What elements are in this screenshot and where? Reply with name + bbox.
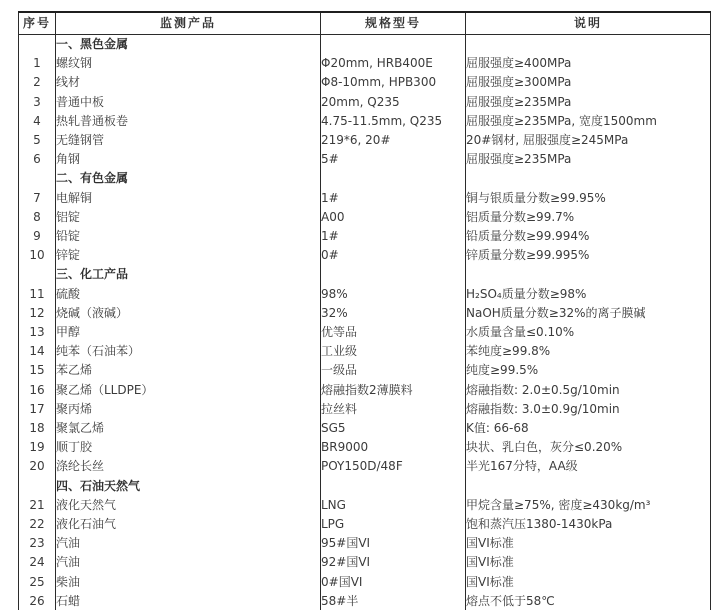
product-name: 纯苯（石油苯） bbox=[56, 342, 321, 361]
row-index: 9 bbox=[19, 227, 56, 246]
table-row bbox=[19, 419, 711, 438]
row-index: 10 bbox=[19, 246, 56, 265]
product-name: 涤纶长丝 bbox=[56, 457, 321, 476]
table-row bbox=[19, 93, 711, 112]
note-text: 熔点不低于58℃ bbox=[466, 592, 711, 610]
note-text: 铝质量分数≥99.7% bbox=[466, 208, 711, 227]
section-spec-cell bbox=[321, 35, 466, 55]
product-name: 甲醇 bbox=[56, 323, 321, 342]
table-row bbox=[19, 131, 711, 150]
row-index: 26 bbox=[19, 592, 56, 610]
note-text: 屈服强度≥400MPa bbox=[466, 54, 711, 73]
row-index: 14 bbox=[19, 342, 56, 361]
section-row-index bbox=[19, 35, 56, 55]
section-row bbox=[19, 169, 711, 188]
note-text: 国VI标准 bbox=[466, 534, 711, 553]
section-note-cell bbox=[466, 477, 711, 496]
section-title bbox=[56, 265, 321, 284]
note-text: 铅质量分数≥99.994% bbox=[466, 227, 711, 246]
header-note: 说明 bbox=[466, 12, 711, 35]
note-text: 锌质量分数≥99.995% bbox=[466, 246, 711, 265]
row-index: 7 bbox=[19, 189, 56, 208]
table-header bbox=[19, 12, 711, 35]
row-index: 19 bbox=[19, 438, 56, 457]
note-text: 熔融指数: 2.0±0.5g/10min bbox=[466, 381, 711, 400]
row-index: 18 bbox=[19, 419, 56, 438]
note-text: 屈服强度≥235MPa, 宽度1500mm bbox=[466, 112, 711, 131]
section-title-label: 四、石油天然气 bbox=[56, 478, 141, 493]
note-text: 屈服强度≥235MPa bbox=[466, 150, 711, 169]
product-name: 苯乙烯 bbox=[56, 361, 321, 380]
row-index: 5 bbox=[19, 131, 56, 150]
section-title bbox=[56, 35, 321, 55]
note-text: 纯度≥99.5% bbox=[466, 361, 711, 380]
table-row bbox=[19, 553, 711, 572]
row-index: 20 bbox=[19, 457, 56, 476]
product-name: 液化天然气 bbox=[56, 496, 321, 515]
spec-value: 32% bbox=[321, 304, 466, 323]
note-text: 20#钢材, 屈服强度≥245MPa bbox=[466, 131, 711, 150]
row-index: 24 bbox=[19, 553, 56, 572]
product-name: 锌锭 bbox=[56, 246, 321, 265]
note-text: K值: 66-68 bbox=[466, 419, 711, 438]
row-index: 4 bbox=[19, 112, 56, 131]
section-row bbox=[19, 35, 711, 55]
product-name: 聚丙烯 bbox=[56, 400, 321, 419]
row-index: 22 bbox=[19, 515, 56, 534]
spec-value: BR9000 bbox=[321, 438, 466, 457]
spec-value: 0# bbox=[321, 246, 466, 265]
table-body bbox=[19, 35, 711, 610]
row-index: 3 bbox=[19, 93, 56, 112]
product-name: 铝锭 bbox=[56, 208, 321, 227]
spec-value: SG5 bbox=[321, 419, 466, 438]
table-row bbox=[19, 189, 711, 208]
spec-value: 58#半 bbox=[321, 592, 466, 610]
product-name: 液化石油气 bbox=[56, 515, 321, 534]
table-row bbox=[19, 246, 711, 265]
spec-value: LNG bbox=[321, 496, 466, 515]
product-name: 汽油 bbox=[56, 553, 321, 572]
header-spec: 规格型号 bbox=[321, 12, 466, 35]
spec-value: 219*6, 20# bbox=[321, 131, 466, 150]
note-text: 国VI标准 bbox=[466, 573, 711, 592]
table-row bbox=[19, 592, 711, 610]
section-row bbox=[19, 265, 711, 284]
note-text: 饱和蒸汽压1380-1430kPa bbox=[466, 515, 711, 534]
monitored-products-table bbox=[18, 11, 711, 610]
section-note-cell bbox=[466, 265, 711, 284]
row-index: 11 bbox=[19, 285, 56, 304]
product-name: 硫酸 bbox=[56, 285, 321, 304]
section-row-index bbox=[19, 477, 56, 496]
table-row bbox=[19, 285, 711, 304]
spec-value: 95#国VI bbox=[321, 534, 466, 553]
product-name: 柴油 bbox=[56, 573, 321, 592]
spec-value: Φ20mm, HRB400E bbox=[321, 54, 466, 73]
spec-value: 0#国VI bbox=[321, 573, 466, 592]
table-row bbox=[19, 573, 711, 592]
row-index: 16 bbox=[19, 381, 56, 400]
note-text: 苯纯度≥99.8% bbox=[466, 342, 711, 361]
spec-value: 1# bbox=[321, 227, 466, 246]
note-text: 屈服强度≥300MPa bbox=[466, 73, 711, 92]
table-row bbox=[19, 112, 711, 131]
note-text: 熔融指数: 3.0±0.9g/10min bbox=[466, 400, 711, 419]
note-text: 甲烷含量≥75%, 密度≥430kg/m³ bbox=[466, 496, 711, 515]
spec-value: 98% bbox=[321, 285, 466, 304]
table-row bbox=[19, 150, 711, 169]
section-title bbox=[56, 477, 321, 496]
header-index: 序号 bbox=[19, 12, 56, 35]
note-text: 国VI标准 bbox=[466, 553, 711, 572]
note-text: 块状、乳白色，灰分≤0.20% bbox=[466, 438, 711, 457]
product-name: 角钢 bbox=[56, 150, 321, 169]
row-index: 6 bbox=[19, 150, 56, 169]
row-index: 17 bbox=[19, 400, 56, 419]
spec-value: 优等品 bbox=[321, 323, 466, 342]
section-spec-cell bbox=[321, 265, 466, 284]
table-row bbox=[19, 304, 711, 323]
table-row bbox=[19, 400, 711, 419]
section-note-cell bbox=[466, 169, 711, 188]
table-row bbox=[19, 381, 711, 400]
table-row bbox=[19, 515, 711, 534]
table-row bbox=[19, 227, 711, 246]
spec-value: 92#国VI bbox=[321, 553, 466, 572]
row-index: 23 bbox=[19, 534, 56, 553]
table-row bbox=[19, 342, 711, 361]
spec-value: 4.75-11.5mm, Q235 bbox=[321, 112, 466, 131]
table-row bbox=[19, 534, 711, 553]
note-text: NaOH质量分数≥32%的离子膜碱 bbox=[466, 304, 711, 323]
table-row bbox=[19, 54, 711, 73]
row-index: 2 bbox=[19, 73, 56, 92]
spec-value: 20mm, Q235 bbox=[321, 93, 466, 112]
product-name: 汽油 bbox=[56, 534, 321, 553]
note-text: 屈服强度≥235MPa bbox=[466, 93, 711, 112]
row-index: 1 bbox=[19, 54, 56, 73]
row-index: 8 bbox=[19, 208, 56, 227]
note-text: 铜与银质量分数≥99.95% bbox=[466, 189, 711, 208]
row-index: 21 bbox=[19, 496, 56, 515]
product-name: 石蜡 bbox=[56, 592, 321, 610]
spec-value: 工业级 bbox=[321, 342, 466, 361]
table-row bbox=[19, 208, 711, 227]
spec-value: A00 bbox=[321, 208, 466, 227]
table-row bbox=[19, 438, 711, 457]
row-index: 13 bbox=[19, 323, 56, 342]
spec-value: POY150D/48F bbox=[321, 457, 466, 476]
note-text: 水质量含量≤0.10% bbox=[466, 323, 711, 342]
section-row bbox=[19, 477, 711, 496]
table-row bbox=[19, 496, 711, 515]
note-text: 半光167分特，AA级 bbox=[466, 457, 711, 476]
table-row bbox=[19, 323, 711, 342]
product-name: 铅锭 bbox=[56, 227, 321, 246]
spec-value: 拉丝料 bbox=[321, 400, 466, 419]
section-row-index bbox=[19, 169, 56, 188]
spec-value: 一级品 bbox=[321, 361, 466, 380]
product-name: 电解铜 bbox=[56, 189, 321, 208]
table-row bbox=[19, 73, 711, 92]
table-row bbox=[19, 361, 711, 380]
row-index: 25 bbox=[19, 573, 56, 592]
row-index: 12 bbox=[19, 304, 56, 323]
section-title-label: 三、化工产品 bbox=[56, 267, 129, 282]
product-name: 烧碱（液碱） bbox=[56, 304, 321, 323]
header-product: 监测产品 bbox=[56, 12, 321, 35]
section-title-label: 一、黑色金属 bbox=[56, 37, 129, 51]
spec-value: 1# bbox=[321, 189, 466, 208]
product-name: 无缝钢管 bbox=[56, 131, 321, 150]
product-name: 螺纹钢 bbox=[56, 54, 321, 73]
spec-value: LPG bbox=[321, 515, 466, 534]
product-name: 聚氯乙烯 bbox=[56, 419, 321, 438]
section-title bbox=[56, 169, 321, 188]
section-note-cell bbox=[466, 35, 711, 55]
spec-value: 5# bbox=[321, 150, 466, 169]
product-name: 普通中板 bbox=[56, 93, 321, 112]
table-row bbox=[19, 457, 711, 476]
section-spec-cell bbox=[321, 169, 466, 188]
product-name: 顺丁胶 bbox=[56, 438, 321, 457]
section-spec-cell bbox=[321, 477, 466, 496]
note-text: H₂SO₄质量分数≥98% bbox=[466, 285, 711, 304]
spec-value: 熔融指数2薄膜料 bbox=[321, 381, 466, 400]
section-title-label: 二、有色金属 bbox=[56, 171, 129, 186]
header-row bbox=[19, 12, 711, 35]
spec-value: Φ8-10mm, HPB300 bbox=[321, 73, 466, 92]
product-name: 热轧普通板卷 bbox=[56, 112, 321, 131]
row-index: 15 bbox=[19, 361, 56, 380]
product-name: 聚乙烯（LLDPE） bbox=[56, 381, 321, 400]
section-row-index bbox=[19, 265, 56, 284]
product-name: 线材 bbox=[56, 73, 321, 92]
